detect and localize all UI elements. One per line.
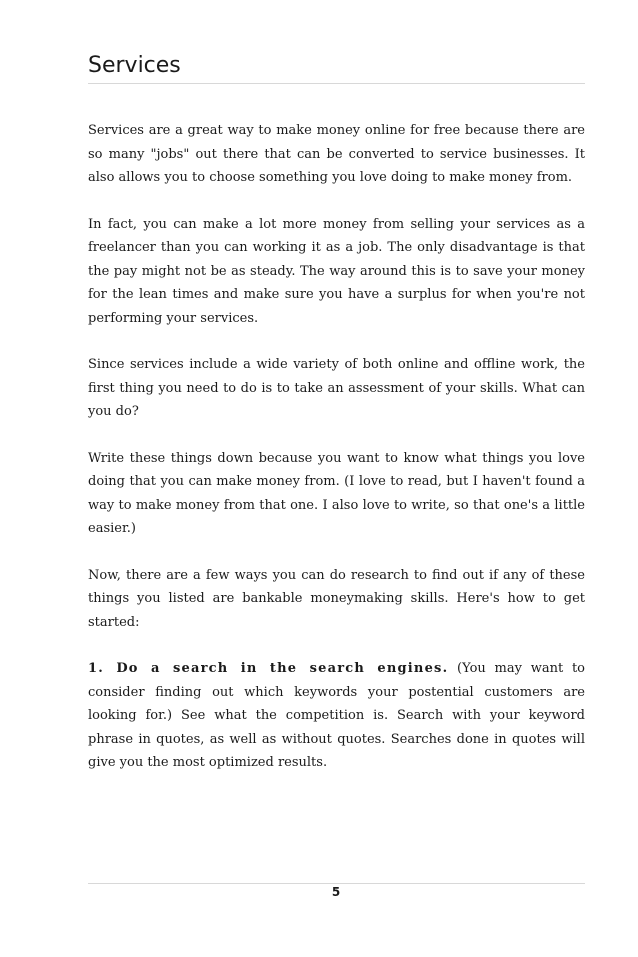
footer-divider	[88, 883, 585, 884]
page-number: 5	[331, 885, 341, 899]
paragraph-step-one	[88, 657, 585, 775]
step-one-text: (You may want to consider finding out which keywords your postential customers are looking for.) See what the competition is. Search with your keyword phrase in quotes, as well as without quotes. Searches done in quotes will give you the most optimized results.	[88, 661, 585, 770]
paragraph-research: Now, there are a few ways you can do research to find out if any of these things you listed are bankable moneymaking skills. Here's how to get started:	[88, 567, 585, 630]
page-title: Services	[88, 53, 181, 78]
paragraph-write-down: Write these things down because you want to know what things you love doing that you can make money from. (I love to read, but I haven't found a way to make money from that one. I also love to write, so that one's a little easier.)	[88, 450, 585, 536]
step-one-heading: 1. Do a search in the search engines.	[88, 661, 449, 676]
paragraph-services-intro: Services are a great way to make money online for free because there are so many "jobs" out there that can be converted to service businesses. It also allows you to choose something you love doing to make money from.	[88, 123, 585, 185]
paragraph-freelancer: In fact, you can make a lot more money from selling your services as a freelancer than you can working it as a job. The only disadvantage is that the pay might not be as steady. The way around this is to save your money for the lean times and make sure you have a surplus for when you're not performing your services.	[88, 216, 585, 326]
body-text	[88, 119, 585, 798]
paragraph-assessment: Since services include a wide variety of both online and offline work, the first thing you need to do is to take an assessment of your skills. What can you do?	[88, 357, 585, 419]
heading-divider	[88, 83, 585, 84]
